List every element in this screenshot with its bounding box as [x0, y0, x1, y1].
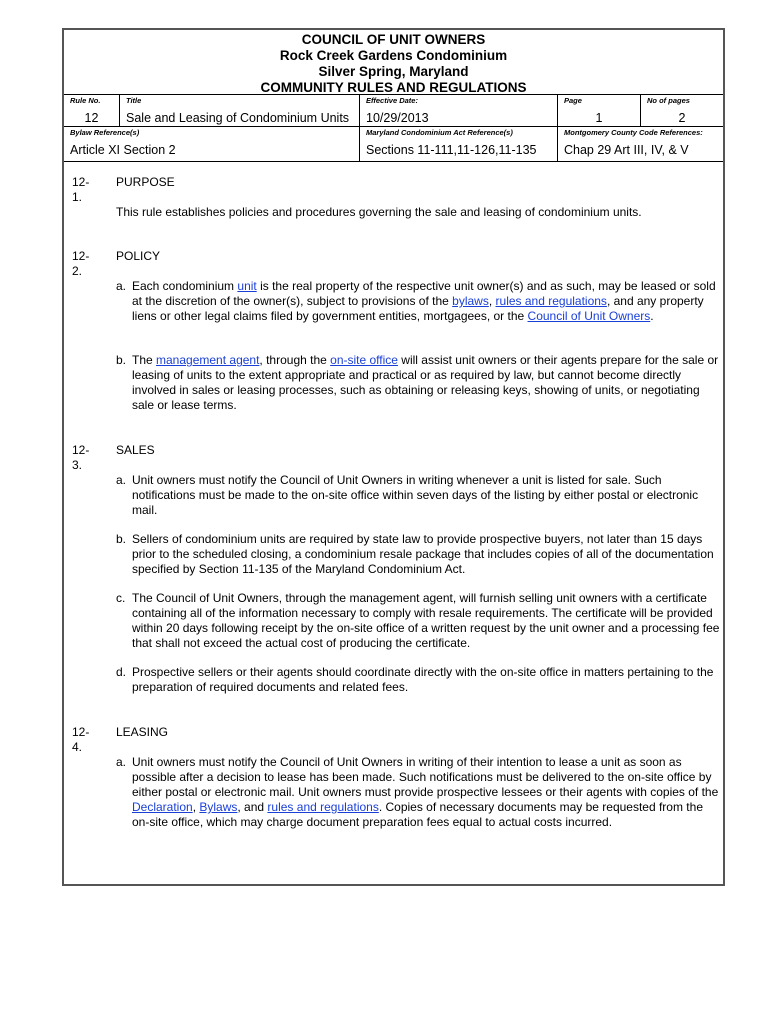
section-title: PURPOSE: [116, 175, 175, 189]
item-letter: c.: [116, 591, 126, 605]
page-value: 1: [557, 108, 640, 126]
effective-date-label: Effective Date:: [359, 95, 557, 109]
council-of-unit-owners-link[interactable]: Council of Unit Owners: [527, 309, 651, 323]
leasing-item-a-text: [132, 755, 722, 830]
page-label: Page: [557, 95, 640, 109]
reference-value-row: [64, 140, 723, 162]
sales-item-d: [116, 665, 722, 695]
text-run: Unit owners must notify the Council of Unit Owners in writing of their intention to lease a unit as soon as possible after a decision to lease has been made. Such notifications must be delivered to the on-site office by either postal or electronic mail. Unit owners must provide prospective lessees or their agents with copies of the: [132, 755, 719, 799]
section-number: 12-4.: [72, 725, 90, 754]
rules-and-regulations-link[interactable]: rules and regulations: [267, 800, 379, 814]
text-run: ,: [488, 294, 496, 308]
text-run: will assist unit owners or their agents prepare for the sale or leasing of units to the extent appropriate and practical or as required by law, but cannot become directly involved in sales or leasing processes, such as obtaining or releasing keys, showing of units, or negotiating sale or lease terms.: [132, 353, 719, 412]
leasing-item-a: [116, 755, 722, 830]
bylaw-reference-label: Bylaw Reference(s): [70, 128, 140, 137]
effective-date-value: 10/29/2013: [359, 108, 557, 126]
meta-value-row: [64, 108, 723, 126]
county-reference-label: Montgomery County Code References:: [557, 127, 723, 141]
policy-item-b-text: [132, 353, 722, 413]
section-number: 12-2.: [72, 249, 90, 278]
rule-no-value: 12: [84, 111, 99, 125]
item-letter: a.: [116, 473, 127, 487]
sales-item-a-text: Unit owners must notify the Council of Unit Owners in writing whenever a unit is listed for sale. Such notifications must be made to the on-site office within seven days of the listing by either postal or electronic mail.: [132, 473, 699, 517]
policy-item-b: [116, 353, 722, 413]
document-header: [64, 30, 723, 96]
item-letter: a.: [116, 755, 127, 769]
purpose-text: This rule establishes policies and procedures governing the sale and leasing of condominium units.: [116, 205, 642, 219]
title-value: Sale and Leasing of Condominium Units: [119, 108, 359, 126]
bylaw-reference-value: Article XI Section 2: [70, 143, 176, 157]
item-letter: d.: [116, 665, 127, 679]
reference-label-row: [64, 126, 723, 141]
document-title: COMMUNITY RULES AND REGULATIONS: [260, 80, 527, 95]
text-run: is the real property of the respective unit owner(s) and as such, may be leased or sold at the discretion of the owner(s), subject to provisions of the: [132, 279, 716, 308]
sales-item-c: [116, 591, 722, 651]
rule-no-label: Rule No.: [70, 96, 101, 105]
item-letter: a.: [116, 279, 127, 293]
sales-item-d-text: Prospective sellers or their agents should coordinate directly with the on-site office in matters pertaining to the preparation of required documents and related fees.: [132, 665, 714, 694]
unit-link[interactable]: unit: [237, 279, 257, 293]
pages-value: 2: [640, 108, 723, 126]
section-title: LEASING: [116, 725, 169, 739]
on-site-office-link[interactable]: on-site office: [330, 353, 398, 367]
policy-item-a-text: [132, 279, 722, 324]
act-reference-value: Sections 11-111,11-126,11-135: [359, 140, 557, 161]
text-run: .: [650, 309, 654, 323]
sales-item-b: [116, 532, 722, 577]
bylaws-link[interactable]: Bylaws: [199, 800, 238, 814]
text-run: . Copies of necessary documents may be requested from the on-site office, which may charge document preparation fees equal to actual costs incurred.: [132, 800, 703, 829]
section-number: 12-1.: [72, 175, 90, 204]
rule-document: [62, 28, 725, 886]
location: Silver Spring, Maryland: [318, 64, 469, 79]
condominium-name: Rock Creek Gardens Condominium: [279, 48, 508, 63]
item-letter: b.: [116, 353, 127, 367]
sales-item-b-text: Sellers of condominium units are required by state law to provide prospective buyers, not later than 15 days prior to the scheduled closing, a condominium resale package that includes copies of all of the documentation specified by Section 11-135 of the Maryland Condominium Act.: [132, 532, 714, 576]
management-agent-link[interactable]: management agent: [156, 353, 260, 367]
title-label: Title: [119, 95, 359, 109]
pages-label: No of pages: [640, 95, 723, 109]
section-title: POLICY: [116, 249, 161, 263]
rules-and-regulations-link[interactable]: rules and regulations: [495, 294, 607, 308]
act-reference-label: Maryland Condominium Act Reference(s): [359, 127, 557, 141]
text-run: Each condominium: [132, 279, 238, 293]
item-letter: b.: [116, 532, 127, 546]
text-run: , through the: [259, 353, 331, 367]
sales-item-a: [116, 473, 722, 518]
text-run: , and: [237, 800, 268, 814]
text-run: ,: [192, 800, 200, 814]
bylaws-link[interactable]: bylaws: [452, 294, 489, 308]
council-title: COUNCIL OF UNIT OWNERS: [301, 32, 486, 47]
section-number: 12-3.: [72, 443, 90, 472]
text-run: , and any property liens or other legal claims filed by government entities, mortgagees, or the: [132, 294, 704, 323]
section-title: SALES: [116, 443, 155, 457]
policy-item-a: [116, 279, 722, 324]
county-reference-value: Chap 29 Art III, IV, & V: [557, 140, 723, 161]
sales-item-c-text: The Council of Unit Owners, through the management agent, will furnish selling unit owners with a certificate containing all of the information necessary to comply with resale requirements. The certificate will be provided within 20 days following receipt by the on-site office of a written request by the unit owner and a processing fee that shall not exceed the actual cost of producing the certificate.: [132, 591, 720, 650]
text-run: The: [132, 353, 157, 367]
declaration-link[interactable]: Declaration: [132, 800, 193, 814]
meta-label-row: [64, 94, 723, 109]
